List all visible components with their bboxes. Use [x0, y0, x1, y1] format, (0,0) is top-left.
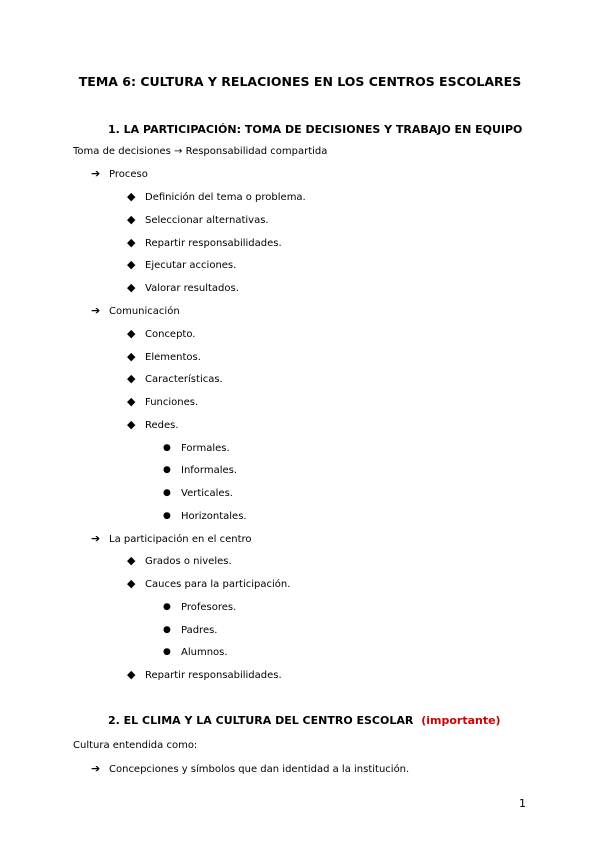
diamond-bullet-icon: ◆	[127, 236, 136, 249]
dot-bullet-icon: ●	[163, 602, 171, 612]
list-item: Padres.	[181, 625, 218, 636]
list-item: Funciones.	[145, 397, 199, 408]
list-item: Definición del tema o problema.	[145, 192, 306, 203]
list-item: Repartir responsabilidades.	[145, 670, 282, 681]
page-number: 1	[519, 797, 526, 810]
list-item: Horizontales.	[181, 511, 247, 522]
list-item: Valorar resultados.	[145, 283, 239, 294]
section-2-heading	[108, 714, 501, 727]
section-2-heading-text: 2. EL CLIMA Y LA CULTURA DEL CENTRO ESCOLAR	[108, 714, 414, 727]
diamond-bullet-icon: ◆	[127, 350, 136, 363]
list-item: Ejecutar acciones.	[145, 260, 237, 271]
diamond-bullet-icon: ◆	[127, 554, 136, 567]
dot-bullet-icon: ●	[163, 443, 171, 453]
list-item: Seleccionar alternativas.	[145, 215, 269, 226]
dot-bullet-icon: ●	[163, 625, 171, 635]
list-item: Características.	[145, 374, 223, 385]
dot-bullet-icon: ●	[163, 647, 171, 657]
list-item: Alumnos.	[181, 647, 228, 658]
list-item: Elementos.	[145, 352, 201, 363]
arrow-bullet-icon: ➔	[91, 532, 101, 545]
arrow-bullet-icon: ➔	[91, 762, 101, 775]
diamond-bullet-icon: ◆	[127, 418, 136, 431]
important-tag: (importante)	[421, 714, 501, 727]
diamond-bullet-icon: ◆	[127, 395, 136, 408]
list-item: Redes.	[145, 420, 179, 431]
arrow-bullet-icon: ➔	[91, 167, 101, 180]
section-1-intro: Toma de decisiones → Responsabilidad compartida	[73, 146, 328, 157]
diamond-bullet-icon: ◆	[127, 213, 136, 226]
section-2-intro: Cultura entendida como:	[73, 740, 198, 751]
arrow-bullet-icon: ➔	[91, 304, 101, 317]
list-item: Verticales.	[181, 488, 233, 499]
diamond-bullet-icon: ◆	[127, 577, 136, 590]
list-item-comunicacion: Comunicación	[109, 306, 180, 317]
section-1-heading: 1. LA PARTICIPACIÓN: TOMA DE DECISIONES Y TRABAJO EN EQUIPO	[108, 123, 523, 136]
dot-bullet-icon: ●	[163, 465, 171, 475]
list-item: Informales.	[181, 465, 238, 476]
list-item: Formales.	[181, 443, 230, 454]
list-item: Concepciones y símbolos que dan identidad a la institución.	[109, 764, 410, 775]
list-item: Repartir responsabilidades.	[145, 238, 282, 249]
diamond-bullet-icon: ◆	[127, 327, 136, 340]
list-item: Grados o niveles.	[145, 556, 232, 567]
list-item: Profesores.	[181, 602, 237, 613]
diamond-bullet-icon: ◆	[127, 258, 136, 271]
diamond-bullet-icon: ◆	[127, 668, 136, 681]
list-item: Concepto.	[145, 329, 196, 340]
list-item: Cauces para la participación.	[145, 579, 291, 590]
diamond-bullet-icon: ◆	[127, 281, 136, 294]
list-item-participacion: La participación en el centro	[109, 534, 252, 545]
diamond-bullet-icon: ◆	[127, 372, 136, 385]
dot-bullet-icon: ●	[163, 488, 171, 498]
document-title: TEMA 6: CULTURA Y RELACIONES EN LOS CENTROS ESCOLARES	[78, 74, 522, 89]
dot-bullet-icon: ●	[163, 511, 171, 521]
diamond-bullet-icon: ◆	[127, 190, 136, 203]
list-item-proceso: Proceso	[109, 169, 148, 180]
